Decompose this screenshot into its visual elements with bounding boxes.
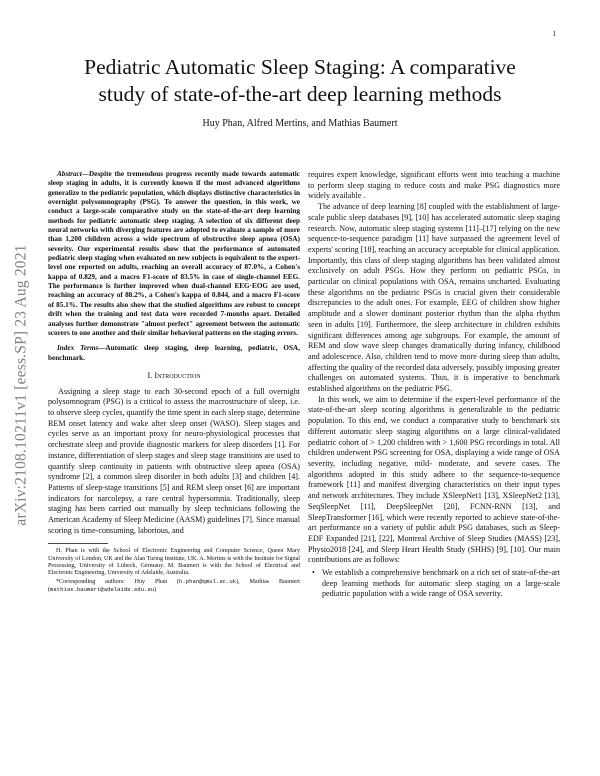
right-column xyxy=(308,170,560,600)
title-line-1: Pediatric Automatic Sleep Staging: A comparative xyxy=(84,55,516,79)
arxiv-stamp-text: arXiv:2108.10211v1 [eess.SP] 23 Aug 2021 xyxy=(13,244,30,526)
abstract-label: Abstract xyxy=(57,170,82,178)
email-phan-link[interactable]: h.phan@qmul.ac.uk xyxy=(179,577,237,585)
footnote-corresponding-authors xyxy=(48,578,300,595)
title-line-2: study of state-of-the-art deep learning methods xyxy=(98,82,502,106)
abstract-text: —Despite the tremendous progress recently made towards automatic sleep staging in adults, it is currently known if the most advanced algorithms generalize to the pediatric population, which displays distinctive characteristics in overnight polysomnography (PSG). To answer the question, in this work, we conduct a large-scale comparative study on the state-of-the-art deep learning methods for pediatric automatic sleep staging. A selection of six different deep neural networks with diverging features are adopted to evaluate a sample of more than 1,200 children across a wide spectrum of obstructive sleep apnea (OSA) severity. Our experimental results show that the performance of automated pediatric sleep staging when evaluated on new subjects is equivalent to the expert-level one reported on adults, reaching an overall accuracy of 87.0%, a Cohen's kappa of 0.829, and a macro F1-score of 83.5% in case of single-channel EEG. The performance is further improved when dual-channel EEG·EOG are used, reaching an accuracy of 88.2%, a Cohen's kappa of 0.844, and a macro F1-score of 85.1%. The results also show that the studied algorithms are robust to concept drift when the training and test data were recorded 7-months apart. Detailed analyses further demonstrate "almost perfect" agreement between the automatic scorers to one another and their similar behavioral patterns on the staging errors. xyxy=(48,170,300,337)
list-item xyxy=(312,568,560,600)
arxiv-stamp xyxy=(6,180,38,590)
section-heading-introduction: I. Introduction xyxy=(147,370,201,380)
bullet-icon: • xyxy=(312,568,315,578)
paper-title xyxy=(40,54,560,108)
intro-paragraph-3: In this work, we aim to determine if the expert-level performance of the state-of-the-art sleep scoring algorithms is generalizable to the pediatric population. To this end, we conduct a comparative study to benchmark six different automatic sleep staging algorithms on a large clinical-validated pediatric cohort of > 1,200 children with > 1,600 PSG recordings in total. All children underwent PSG screening for OSA, displaying a wide range of OSA severity, including negative, mild- moderate, and severe cases. The algorithms adopted in this study adhere to the sequence-to-sequence framework [11] and manifest diverging characteristics on their input types and network architectures. They include XSleepNet1 [13], XSleepNet2 [13], SeqSleepNet [11], DeepSleepNet [20], FCNN-RNN [13], and SleepTransformer [16], which were recently reported to achieve state-of-the-art performance on a variety of public adult PSG databases, such as Sleep-EDF Expanded [21], [22], Montreal Archive of Sleep Studies (MASS) [23], Physio2018 [24], and Sleep Heart Health Study (SHHS) [9], [10]. Our main contributions are as follows: xyxy=(308,394,560,565)
footnote-divider xyxy=(48,543,108,544)
index-terms-text: —Automatic sleep staging, deep learning, pediatric, OSA, benchmark. xyxy=(48,344,301,362)
index-terms-label: Index Terms xyxy=(57,344,99,353)
intro-paragraph-1: Assigning a sleep stage to each 30-second epoch of a full overnight polysomnogram (PSG) is a critical to assess the macrostructure of sleep, i.e. to observe sleep cycles, quantify the time spent in each sleep stage, determine REM onset latency and wake after sleep onset (WASO). Sleep stages and cycles serve as an important proxy for neuro-physiological processes that orchestrate sleep and provide diagnostic markers for sleep disorders [1]. For instance, differentiation of sleep stages and sleep stage transitions are used to quantify sleep continuity in patients with obstructive sleep apnea (OSA) syndrome [2], a common sleep disorder in both adults [3] and children [4]. Patterns of sleep-stage transitions [5] and REM sleep onset [6] are important indicators for narcolepsy, a rare central hypersomnia. Traditionally, sleep staging has been carried out manually by sleep technicians following the American Academy of Sleep Medicine (AASM) guidelines [7]. Since manual scoring is time-consuming, laborious, and xyxy=(48,386,300,535)
left-column xyxy=(48,170,300,594)
footnote-corresponding-prefix: *Corresponding authors: Huy Phan ( xyxy=(56,578,180,585)
footnote-corresponding-suffix: ) xyxy=(154,586,157,593)
abstract xyxy=(48,170,300,338)
footnote-corresponding-mid: ), Mathias Baumert ( xyxy=(48,578,300,593)
index-terms xyxy=(48,344,300,363)
intro-paragraph-1-continued: requires expert knowledge, significant efforts went into teaching a machine to perform sleep staging to reduce costs and make PSG diagnostics more widely available . xyxy=(308,170,560,201)
contribution-text: We establish a comprehensive benchmark on a rich set of state-of-the-art deep learning methods for automatic sleep staging on a large-scale pediatric population with a wide range of OSA severity. xyxy=(322,568,560,599)
authors: Huy Phan, Alfred Mertins, and Mathias Baumert xyxy=(202,118,398,129)
intro-paragraph-2: The advance of deep learning [8] coupled with the establishment of large-scale public sleep databases [9], [10] has accelerated automatic sleep staging research. Now, automatic sleep staging systems [11]–[17] relying on the new sequence-to-sequence paradigm [11] have surpassed the agreement level of experts' scoring [18], reaching an accuracy acceptable for clinical application. Importantly, this class of sleep staging algorithms has been validated almost exclusively on adult PSGs. How they perform on pediatric PSGs, in particular on clinical populations with OSA, remains uncharted. Evaluating these algorithms on the pediatric PSGs is crucial given their considerable discrepancies to the adult ones. For example, EEG of children show higher amplitude and a slower dominant posterior rhythm than the alpha rhythm seen in adults [19]. Furthermore, the sleep architecture in children exhibits significant differences among age subgroups. For example, the amount of REM and slow wave sleep changes dramatically during infancy, childhood and adolescence. Also, children tend to move more during sleep than adults, affecting the quality of the recorded data adversely, possibly imposing greater challenges on automated systems. Thus, it is imperative to benchmark established algorithms on the pediatric PSG. xyxy=(308,202,561,394)
contributions-list xyxy=(308,568,560,600)
page-number: 1 xyxy=(552,30,556,38)
footnote-affiliations: H. Phan is with the School of Electronic Engineering and Computer Science, Queen Mary University of London, UK and the Alan Turing Institute, UK. A. Mertins is with the Institute for Signal Processing, University of Lübeck, Germany. M. Baumert is with the School of Electrical and Electronic Engineering, University of Adelaide, Australia. xyxy=(48,548,300,577)
email-baumert-link[interactable]: mathias.baumert@adelaide.edu.au xyxy=(50,585,155,593)
